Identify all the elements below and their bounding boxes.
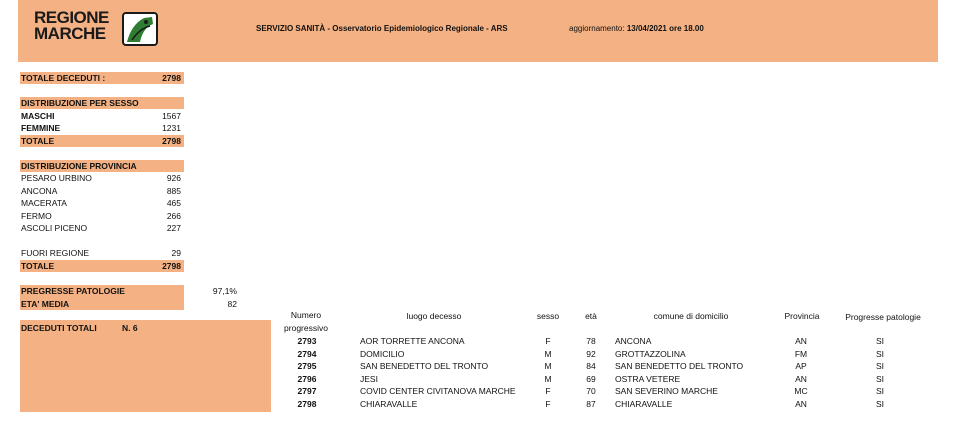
cell-numero: 2793	[297, 336, 317, 346]
cell-sesso: M	[544, 373, 552, 384]
cell-luogo: SAN BENEDETTO DEL TRONTO	[360, 361, 489, 371]
cell-sesso: M	[544, 348, 552, 359]
cell-eta: 84	[586, 361, 596, 371]
sesso-title: DISTRIBUZIONE PER SESSO	[21, 98, 139, 108]
cell-eta: 70	[586, 386, 596, 396]
cell-numero: 2797	[297, 386, 317, 396]
cell-patologie: SI	[875, 398, 885, 409]
cell-numero: 2794	[297, 348, 317, 359]
provincia-label: ASCOLI PICENO	[21, 223, 88, 233]
provincia-value: 465	[166, 198, 181, 208]
provincia-row	[20, 185, 184, 197]
update-value: 13/04/2021 ore 18.00	[626, 24, 704, 33]
provincia-title: DISTRIBUZIONE PROVINCIA	[21, 161, 137, 171]
cell-sesso: F	[545, 386, 551, 396]
header-sesso: sesso	[536, 311, 560, 321]
sesso-value: 1567	[162, 111, 181, 121]
provincia-total-value: 2798	[162, 260, 181, 271]
provincia-title-row	[20, 160, 184, 172]
cell-patologie: SI	[875, 361, 885, 371]
header-numero-line1: Numero	[290, 310, 322, 320]
provincia-value: 227	[166, 223, 181, 233]
header-patologie: Progresse patologie	[845, 312, 921, 322]
header-comune: comune di domicilio	[653, 311, 729, 321]
totale-deceduti-label: TOTALE DECEDUTI :	[21, 73, 106, 83]
provincia-value: 266	[166, 210, 181, 221]
cell-luogo: AOR TORRETTE ANCONA	[360, 336, 465, 346]
deceduti-totali-count: N. 6	[122, 323, 138, 333]
cell-luogo: COVID CENTER CIVITANOVA MARCHE	[360, 386, 516, 396]
header-luogo: luogo decesso	[406, 311, 462, 321]
deceduti-totali-label: DECEDUTI TOTALI	[21, 323, 97, 333]
cell-provincia: AN	[795, 336, 807, 346]
cell-luogo: CHIARAVALLE	[360, 398, 418, 409]
cell-eta: 92	[586, 348, 596, 359]
totale-deceduti-value: 2798	[162, 73, 181, 83]
fuori-regione-label: FUORI REGIONE	[21, 248, 90, 258]
service-title: SERVIZIO SANITÀ - Osservatorio Epidemiologico Regionale - ARS	[256, 24, 508, 33]
provincia-value: 926	[166, 173, 181, 183]
provincia-row	[20, 210, 184, 222]
eta-media-row	[20, 298, 184, 311]
logo-text-line2: MARCHE	[34, 24, 106, 43]
provincia-value: 885	[166, 185, 181, 196]
sesso-total-label: TOTALE	[21, 136, 55, 146]
cell-luogo: JESI	[360, 373, 378, 384]
cell-comune: GROTTAZZOLINA	[615, 348, 686, 359]
provincia-row	[20, 172, 184, 184]
cell-patologie: SI	[875, 386, 885, 396]
sesso-title-row	[20, 97, 184, 109]
cell-luogo: DOMICILIO	[360, 348, 405, 359]
cell-numero: 2795	[297, 361, 317, 371]
cell-sesso: F	[545, 398, 551, 409]
cell-eta: 69	[586, 373, 596, 384]
sesso-row	[20, 110, 184, 122]
cell-numero: 2796	[297, 373, 317, 384]
header-eta: età	[585, 311, 597, 321]
patologie-row	[20, 285, 184, 298]
regione-marche-shield-icon	[122, 12, 158, 46]
sesso-value: 1231	[162, 123, 181, 133]
cell-patologie: SI	[875, 348, 885, 359]
header-numero-2	[282, 323, 330, 333]
provincia-label: FERMO	[21, 210, 52, 221]
cell-comune: CHIARAVALLE	[615, 398, 673, 409]
cell-patologie: SI	[875, 336, 885, 346]
header-numero	[282, 310, 330, 320]
cell-numero: 2798	[297, 398, 317, 409]
eta-media-label: ETA' MEDIA	[21, 298, 70, 309]
cell-sesso: F	[545, 336, 551, 346]
cell-comune: SAN SEVERINO MARCHE	[615, 386, 718, 396]
provincia-label: PESARO URBINO	[21, 173, 92, 183]
provincia-label: MACERATA	[21, 198, 67, 208]
sesso-total-row	[20, 135, 184, 147]
cell-eta: 78	[586, 336, 596, 346]
eta-media-value: 82	[227, 298, 237, 309]
provincia-label: ANCONA	[21, 185, 58, 196]
cell-eta: 87	[586, 398, 596, 409]
deceduti-totali-block	[20, 320, 271, 412]
sesso-label: MASCHI	[21, 111, 55, 121]
provincia-row	[20, 197, 184, 209]
cell-provincia: AP	[795, 361, 807, 371]
provincia-total-label: TOTALE	[21, 260, 55, 271]
sesso-label: FEMMINE	[21, 123, 61, 133]
cell-comune: OSTRA VETERE	[615, 373, 681, 384]
cell-comune: SAN BENEDETTO DEL TRONTO	[615, 361, 744, 371]
logo-text-line1: REGIONE	[34, 8, 109, 27]
update-info	[569, 24, 704, 33]
provincia-total-row	[20, 260, 184, 272]
patologie-value: 97,1%	[212, 286, 237, 296]
cell-sesso: M	[544, 361, 552, 371]
regione-marche-logo	[34, 9, 164, 49]
provincia-row	[20, 222, 184, 234]
cell-provincia: MC	[794, 386, 808, 396]
update-label: aggiornamento:	[569, 24, 625, 33]
cell-provincia: AN	[795, 398, 807, 409]
totale-deceduti-row	[20, 72, 184, 84]
cell-comune: ANCONA	[615, 336, 652, 346]
patologie-label: PREGRESSE PATOLOGIE	[21, 286, 125, 296]
cell-provincia: AN	[795, 373, 807, 384]
cell-patologie: SI	[875, 373, 885, 384]
fuori-regione-value: 29	[171, 248, 181, 258]
sesso-total-value: 2798	[162, 136, 181, 146]
header-numero-line2: progressivo	[284, 323, 328, 333]
fuori-regione-row	[20, 247, 184, 259]
cell-provincia: FM	[794, 348, 808, 359]
header-provincia: Provincia	[784, 311, 820, 321]
sesso-row	[20, 122, 184, 134]
